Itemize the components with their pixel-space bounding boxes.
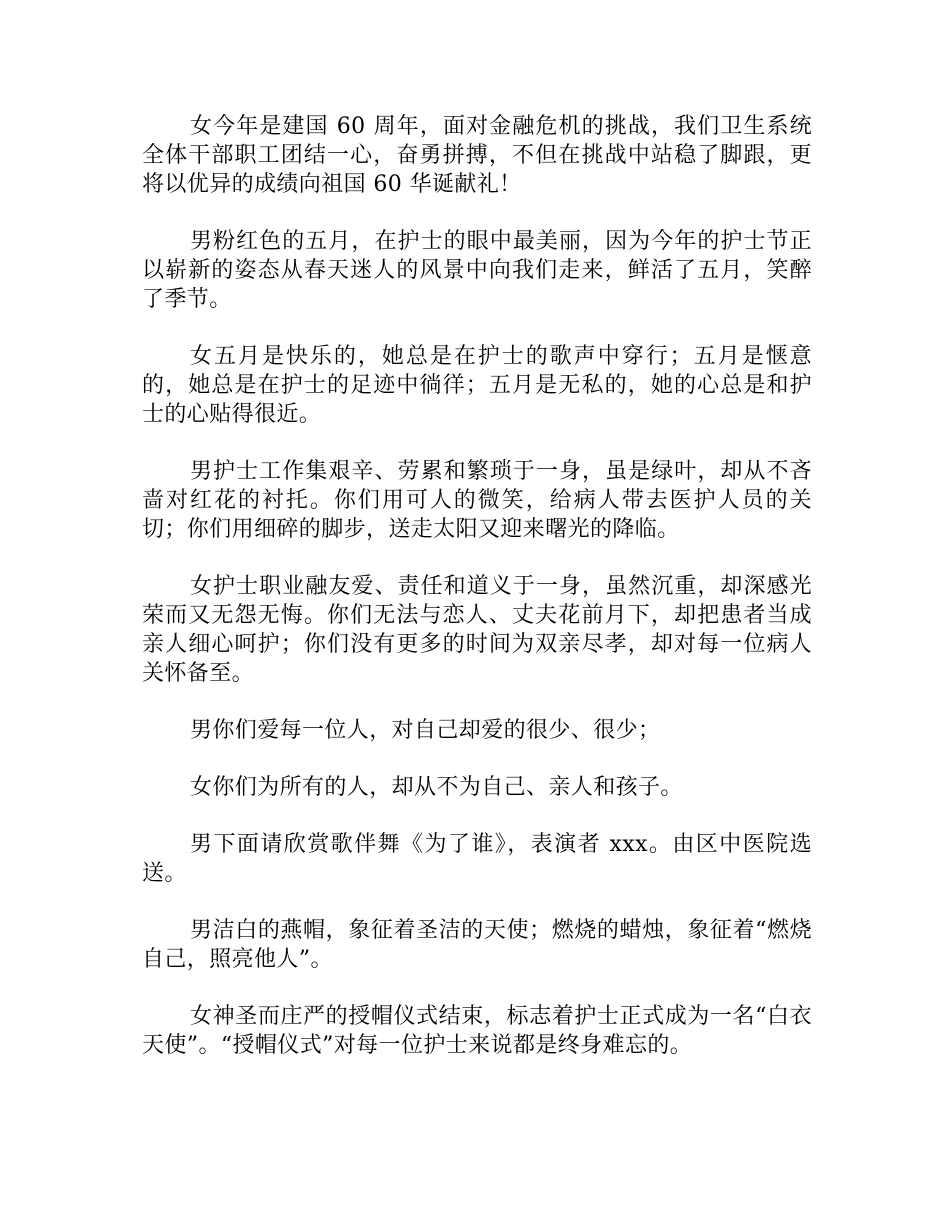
paragraph-7: 女你们为所有的人，却从不为自己、亲人和孩子。 bbox=[190, 775, 683, 800]
paragraph-10: 女神圣而庄严的授帽仪式结束，标志着护士正式成为一名“白衣天使”。“授帽仪式”对每一位护士来说都是终身难忘的。 bbox=[142, 1004, 812, 1058]
paragraph-5: 女护士职业融友爱、责任和道义于一身，虽然沉重，却深感光荣而又无怨无悔。你们无法与恋人、丈夫花前月下，却把患者当成亲人细心呵护；你们没有更多的时间为双亲尽孝，却对每一位病人关怀备至。 bbox=[142, 574, 812, 686]
paragraph-4: 男护士工作集艰辛、劳累和繁琐于一身，虽是绿叶，却从不吝啬对红花的衬托。你们用可人的微笑，给病人带去医护人员的关切；你们用细碎的脚步，送走太阳又迎来曙光的降临。 bbox=[142, 459, 812, 542]
document-body bbox=[142, 112, 812, 1060]
paragraph-2: 男粉红色的五月，在护士的眼中最美丽，因为今年的护士节正以崭新的姿态从春天迷人的风景中向我们走来，鲜活了五月，笑醉了季节。 bbox=[142, 229, 812, 312]
paragraph-8: 男下面请欣赏歌伴舞《为了谁》，表演者 xxx。由区中医院选送。 bbox=[142, 832, 812, 886]
paragraph-6: 男你们爱每一位人，对自己却爱的很少、很少； bbox=[190, 718, 661, 743]
paragraph-9: 男洁白的燕帽，象征着圣洁的天使；燃烧的蜡烛，象征着“燃烧自己，照亮他人”。 bbox=[142, 918, 812, 972]
paragraph-1: 女今年是建国 60 周年，面对金融危机的挑战，我们卫生系统全体干部职工团结一心，奋勇拼搏，不但在挑战中站稳了脚跟，更将以优异的成绩向祖国 60 华诞献礼！ bbox=[142, 114, 812, 197]
paragraph-3: 女五月是快乐的，她总是在护士的歌声中穿行；五月是惬意的，她总是在护士的足迹中徜徉；五月是无私的，她的心总是和护士的心贴得很近。 bbox=[142, 344, 812, 427]
